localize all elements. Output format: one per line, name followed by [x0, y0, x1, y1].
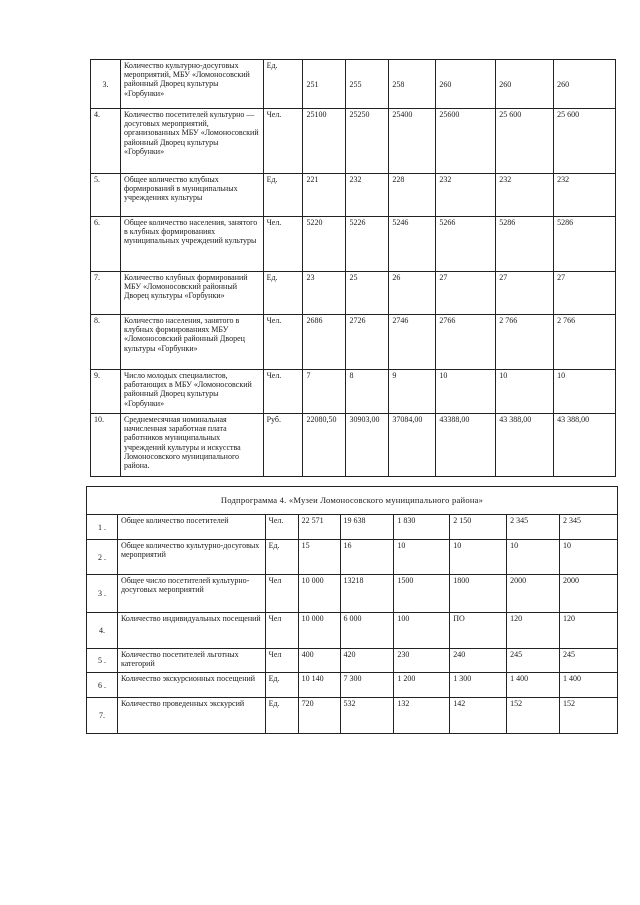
value-cell: 8 — [346, 370, 389, 414]
table-row — [87, 515, 618, 540]
value-cell: 2 766 — [554, 315, 616, 370]
value-cell: 5220 — [303, 217, 346, 272]
value-cell: 232 — [436, 174, 496, 217]
table-row — [87, 698, 618, 734]
value-cell: 30903,00 — [346, 414, 389, 477]
value-cell: 25 600 — [496, 109, 554, 174]
value-cell: 10 140 — [298, 673, 340, 698]
unit-cell: Ед. — [265, 698, 298, 734]
unit-cell: Чел. — [263, 217, 303, 272]
value-cell: 26 — [389, 272, 436, 315]
table-row — [91, 60, 616, 109]
indicator-name: Количество населения, занятого в клубных формированиях МБУ «Ломоносовский районный Дворец культуры «Горбунки» — [120, 315, 263, 370]
value-cell: 1800 — [450, 575, 507, 613]
table-row — [91, 109, 616, 174]
indicator-name: Общее количество посетителей — [117, 515, 265, 540]
value-cell: 260 — [554, 60, 616, 109]
value-cell: 2 345 — [507, 515, 560, 540]
table-row — [87, 540, 618, 575]
value-cell: 532 — [340, 698, 394, 734]
value-cell: 25400 — [389, 109, 436, 174]
value-cell: 9 — [389, 370, 436, 414]
row-number: 3. — [91, 60, 121, 109]
value-cell: 7 — [303, 370, 346, 414]
row-number: 10. — [91, 414, 121, 477]
unit-cell: Ед. — [265, 673, 298, 698]
value-cell: 22080,50 — [303, 414, 346, 477]
row-number: 9. — [91, 370, 121, 414]
value-cell: 10 — [450, 540, 507, 575]
indicators-table-upper — [90, 59, 616, 477]
row-number: 7. — [91, 272, 121, 315]
value-cell: 255 — [346, 60, 389, 109]
indicators-table-lower — [86, 486, 618, 734]
value-cell: 240 — [450, 649, 507, 673]
value-cell: 2686 — [303, 315, 346, 370]
value-cell: 2726 — [346, 315, 389, 370]
value-cell: 25250 — [346, 109, 389, 174]
value-cell: 10 — [507, 540, 560, 575]
value-cell: 1 830 — [394, 515, 450, 540]
value-cell: 7 300 — [340, 673, 394, 698]
subprogram-title: Подпрограмма 4. «Музеи Ломоносовского муниципального района» — [87, 487, 618, 515]
value-cell: 37084,00 — [389, 414, 436, 477]
value-cell: 2746 — [389, 315, 436, 370]
row-number: 4. — [91, 109, 121, 174]
unit-cell: Ед. — [263, 174, 303, 217]
table-row — [87, 649, 618, 673]
value-cell: 400 — [298, 649, 340, 673]
indicator-name: Среднемесячная номинальная начисленная заработная плата работников муниципальных учреждений культуры и искусства Ломоносовского муниципального района. — [120, 414, 263, 477]
value-cell: 260 — [436, 60, 496, 109]
value-cell: 5286 — [554, 217, 616, 272]
value-cell: 5286 — [496, 217, 554, 272]
indicator-name: Число молодых специалистов, работающих в МБУ «Ломоносовский районный Дворец культуры «Горбунки» — [120, 370, 263, 414]
value-cell: 19 638 — [340, 515, 394, 540]
table-row — [91, 370, 616, 414]
value-cell: 1 400 — [507, 673, 560, 698]
value-cell: 27 — [436, 272, 496, 315]
indicator-name: Количество посетителей культурно — досуговых мероприятий, организованных МБУ «Ломоносовский районный Дворец культуры «Горбунки» — [120, 109, 263, 174]
value-cell: 10 — [394, 540, 450, 575]
value-cell: ПО — [450, 613, 507, 649]
value-cell: 221 — [303, 174, 346, 217]
indicator-name: Количество экскурсионных посещений — [117, 673, 265, 698]
value-cell: 23 — [303, 272, 346, 315]
value-cell: 420 — [340, 649, 394, 673]
value-cell: 2000 — [507, 575, 560, 613]
value-cell: 120 — [560, 613, 618, 649]
value-cell: 152 — [507, 698, 560, 734]
indicator-name: Количество индивидуальных посещений — [117, 613, 265, 649]
row-number: 7. — [87, 698, 118, 734]
row-number: 2 . — [87, 540, 118, 575]
value-cell: 43 388,00 — [496, 414, 554, 477]
subprogram-header-row — [87, 487, 618, 515]
unit-cell: Чел. — [263, 109, 303, 174]
value-cell: 100 — [394, 613, 450, 649]
unit-cell: Ед. — [265, 540, 298, 575]
table-row — [91, 414, 616, 477]
indicator-name: Количество клубных формирований МБУ «Ломоносовский районный Дворец культуры «Горбунки» — [120, 272, 263, 315]
value-cell: 1 400 — [560, 673, 618, 698]
value-cell: 132 — [394, 698, 450, 734]
row-number: 5 . — [87, 649, 118, 673]
row-number: 5. — [91, 174, 121, 217]
value-cell: 260 — [496, 60, 554, 109]
value-cell: 251 — [303, 60, 346, 109]
value-cell: 2 345 — [560, 515, 618, 540]
row-number: 8. — [91, 315, 121, 370]
value-cell: 228 — [389, 174, 436, 217]
unit-cell: Чел. — [263, 370, 303, 414]
indicator-name: Количество проведенных экскурсий — [117, 698, 265, 734]
value-cell: 25600 — [436, 109, 496, 174]
value-cell: 10 000 — [298, 613, 340, 649]
value-cell: 15 — [298, 540, 340, 575]
value-cell: 245 — [560, 649, 618, 673]
indicator-name: Общее количество культурно-досуговых мероприятий — [117, 540, 265, 575]
value-cell: 142 — [450, 698, 507, 734]
value-cell: 5266 — [436, 217, 496, 272]
unit-cell: Ед. — [263, 272, 303, 315]
value-cell: 230 — [394, 649, 450, 673]
unit-cell: Ед. — [263, 60, 303, 109]
value-cell: 258 — [389, 60, 436, 109]
value-cell: 13218 — [340, 575, 394, 613]
value-cell: 25 — [346, 272, 389, 315]
table-row — [87, 673, 618, 698]
table-row — [91, 315, 616, 370]
value-cell: 43 388,00 — [554, 414, 616, 477]
table-row — [91, 272, 616, 315]
value-cell: 25 600 — [554, 109, 616, 174]
table-row — [87, 613, 618, 649]
value-cell: 10 — [436, 370, 496, 414]
value-cell: 10 000 — [298, 575, 340, 613]
value-cell: 5226 — [346, 217, 389, 272]
value-cell: 2766 — [436, 315, 496, 370]
indicator-name: Общее количество населения, занятого в клубных формированиях муниципальных учреждений культуры — [120, 217, 263, 272]
row-number: 6 . — [87, 673, 118, 698]
unit-cell: Чел — [265, 613, 298, 649]
value-cell: 5246 — [389, 217, 436, 272]
value-cell: 6 000 — [340, 613, 394, 649]
value-cell: 232 — [346, 174, 389, 217]
value-cell: 10 — [496, 370, 554, 414]
value-cell: 10 — [560, 540, 618, 575]
row-number: 6. — [91, 217, 121, 272]
value-cell: 232 — [554, 174, 616, 217]
value-cell: 27 — [496, 272, 554, 315]
row-number: 4. — [87, 613, 118, 649]
value-cell: 2 766 — [496, 315, 554, 370]
unit-cell: Руб. — [263, 414, 303, 477]
indicator-name: Общее количество клубных формирований в муниципальных учреждениях культуры — [120, 174, 263, 217]
value-cell: 25100 — [303, 109, 346, 174]
value-cell: 1 300 — [450, 673, 507, 698]
row-number: 1 . — [87, 515, 118, 540]
value-cell: 10 — [554, 370, 616, 414]
table-row — [91, 174, 616, 217]
value-cell: 27 — [554, 272, 616, 315]
value-cell: 232 — [496, 174, 554, 217]
row-number: 3 . — [87, 575, 118, 613]
value-cell: 2 150 — [450, 515, 507, 540]
indicator-name: Количество культурно-досуговых мероприятий, МБУ «Ломоносовский районный Дворец культуры «Горбунки» — [120, 60, 263, 109]
indicator-name: Общее число посетителей культурно-досуговых мероприятий — [117, 575, 265, 613]
indicator-name: Количество посетителей льготных категорий — [117, 649, 265, 673]
value-cell: 22 571 — [298, 515, 340, 540]
value-cell: 245 — [507, 649, 560, 673]
value-cell: 16 — [340, 540, 394, 575]
table-row — [87, 575, 618, 613]
unit-cell: Чел — [265, 649, 298, 673]
value-cell: 1500 — [394, 575, 450, 613]
unit-cell: Чел. — [265, 515, 298, 540]
value-cell: 120 — [507, 613, 560, 649]
value-cell: 2000 — [560, 575, 618, 613]
value-cell: 43388,00 — [436, 414, 496, 477]
value-cell: 1 200 — [394, 673, 450, 698]
value-cell: 720 — [298, 698, 340, 734]
unit-cell: Чел. — [263, 315, 303, 370]
table-row — [91, 217, 616, 272]
value-cell: 152 — [560, 698, 618, 734]
unit-cell: Чел — [265, 575, 298, 613]
